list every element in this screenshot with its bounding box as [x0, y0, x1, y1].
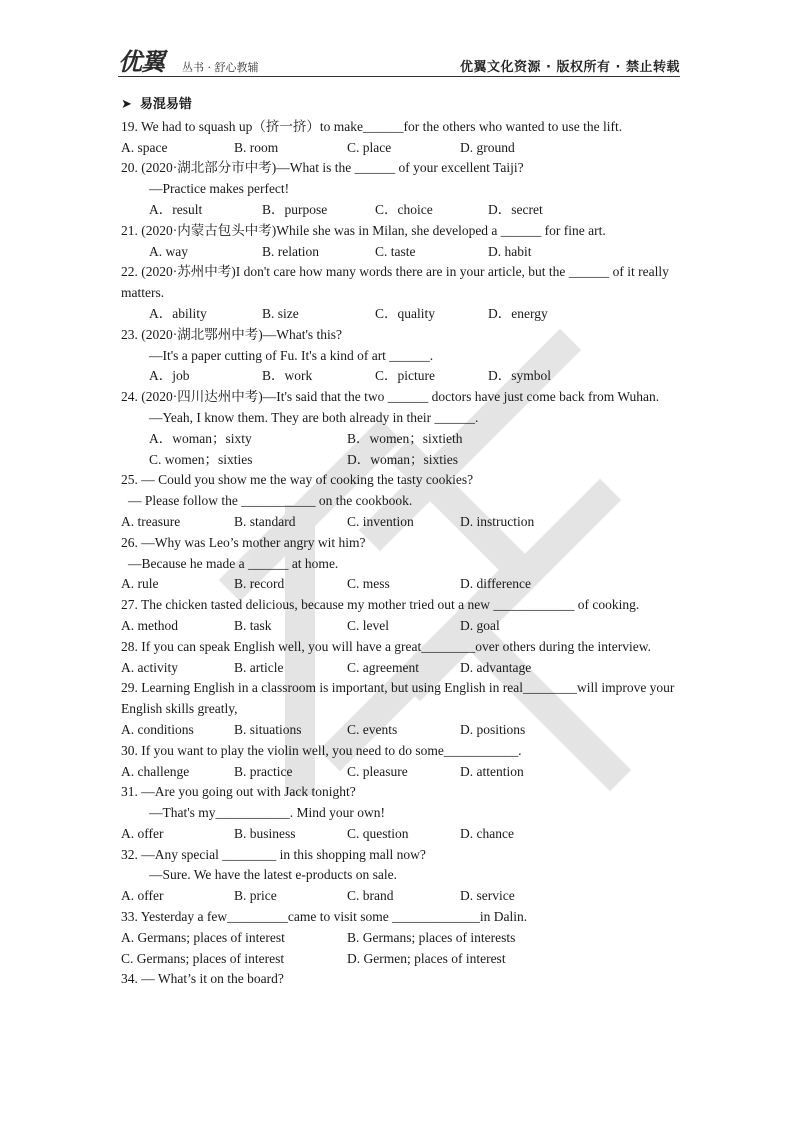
option: A. method [121, 617, 178, 633]
question-29-options [121, 720, 681, 741]
question-21-options [121, 242, 681, 263]
option: A. way [149, 243, 188, 259]
question-19-options [121, 138, 681, 159]
question-24-options-row2 [121, 450, 681, 471]
arrow-icon: ➤ [121, 97, 132, 112]
option: C. mess [347, 576, 390, 592]
question-23-reply: —It's a paper cutting of Fu. It's a kind of art ______. [149, 347, 434, 363]
option: A. offer [121, 825, 164, 841]
option: D. chance [460, 825, 514, 841]
option: D. habit [488, 243, 532, 259]
option: B. practice [234, 763, 293, 779]
option: A. rule [121, 576, 159, 592]
question-27-options [121, 616, 681, 637]
question-20-stem: 20. (2020·湖北部分市中考)—What is the ______ of your excellent Taiji? [121, 160, 524, 176]
option: D. instruction [460, 513, 535, 529]
question-24-options-row1 [121, 429, 681, 450]
question-25-reply: — Please follow the ___________ on the cookbook. [128, 493, 413, 509]
question-31-reply: —That's my___________. Mind your own! [149, 805, 386, 821]
option: B. price [234, 888, 277, 904]
question-30-stem: 30. If you want to play the violin well, you need to do some___________. [121, 742, 522, 758]
option: D. goal [460, 617, 500, 633]
question-26-reply: —Because he made a ______ at home. [128, 555, 339, 571]
page-header [118, 50, 680, 77]
brand-tagline: 丛书 · 舒心教辅 [182, 61, 259, 74]
question-25-options [121, 512, 681, 533]
option: C．picture [375, 368, 435, 384]
question-32-stem: 32. —Any special ________ in this shopping mall now? [121, 846, 426, 862]
option: A．result [149, 201, 203, 217]
question-22-stem: 22. (2020·苏州中考)I don't care how many words there are in your article, but the ______ of it really matters. [121, 264, 669, 301]
option: B. relation [262, 243, 319, 259]
question-20-reply: —Practice makes perfect! [149, 181, 290, 197]
option: D. difference [460, 576, 531, 592]
question-19-stem: 19. We had to squash up（挤一挤）to make______for the others who wanted to use the lift. [121, 118, 623, 134]
option: B. task [234, 617, 272, 633]
option: C. level [347, 617, 389, 633]
copyright-notice: 优翼文化资源 · 版权所有 · 禁止转载 [460, 60, 680, 75]
option: C. question [347, 825, 409, 841]
option: C. brand [347, 888, 394, 904]
question-31-stem: 31. —Are you going out with Jack tonight? [121, 784, 356, 800]
option: D. advantage [460, 659, 532, 675]
section-title-text: 易混易错 [139, 97, 192, 112]
option: C. agreement [347, 659, 419, 675]
question-23-options [121, 366, 681, 387]
question-25-stem: 25. — Could you show me the way of cooking the tasty cookies? [121, 472, 474, 488]
question-29-stem: 29. Learning English in a classroom is important, but using English in real________will improve your English skills greatly, [121, 680, 675, 717]
option: C．quality [375, 305, 435, 321]
option: C. events [347, 721, 398, 737]
question-31-options [121, 824, 681, 845]
option: D. positions [460, 721, 526, 737]
question-24-stem: 24. (2020·四川达州中考)—It's said that the two ______ doctors have just come back from Wuhan. [121, 389, 660, 405]
option: D. Germen; places of interest [347, 950, 506, 966]
option: A. conditions [121, 721, 194, 737]
question-23-stem: 23. (2020·湖北鄂州中考)—What's this? [121, 326, 343, 342]
option: B．women；sixtieth [347, 430, 463, 446]
option: C．choice [375, 201, 433, 217]
option: C. women；sixties [149, 451, 253, 467]
question-26-options [121, 574, 681, 595]
option: D. ground [460, 139, 515, 155]
question-28-stem: 28. If you can speak English well, you will have a great________over others during the interview. [121, 638, 651, 654]
option: B．purpose [262, 201, 328, 217]
question-26-stem: 26. —Why was Leo’s mother angry wit him? [121, 534, 366, 550]
question-21-stem: 21. (2020·内蒙古包头中考)While she was in Milan, she developed a ______ for fine art. [121, 222, 606, 238]
question-33-options-row2 [121, 949, 681, 970]
option: B. Germans; places of interests [347, 929, 516, 945]
option: A. treasure [121, 513, 181, 529]
option: D．secret [488, 201, 543, 217]
option: C. invention [347, 513, 414, 529]
option: D. attention [460, 763, 524, 779]
option: B. business [234, 825, 296, 841]
option: C. pleasure [347, 763, 408, 779]
question-33-stem: 33. Yesterday a few_________came to visit some _____________in Dalin. [121, 909, 528, 925]
question-22-options [121, 304, 681, 325]
question-33-options-row1 [121, 928, 681, 949]
option: C. place [347, 139, 392, 155]
option: B. article [234, 659, 284, 675]
question-27-stem: 27. The chicken tasted delicious, because my mother tried out a new ____________ of cooking. [121, 597, 640, 613]
option: B．work [262, 368, 313, 384]
exercise-content [121, 95, 681, 990]
option: B. record [234, 576, 285, 592]
question-30-options [121, 762, 681, 783]
option: A．job [149, 368, 190, 384]
brand-logo: 优翼 [118, 48, 164, 76]
option: A. activity [121, 659, 178, 675]
question-24-reply: —Yeah, I know them. They are both already in their ______. [149, 409, 479, 425]
option: D．symbol [488, 368, 552, 384]
question-32-reply: —Sure. We have the latest e-products on sale. [149, 867, 397, 883]
question-32-options [121, 886, 681, 907]
question-28-options [121, 658, 681, 679]
option: C. Germans; places of interest [121, 950, 285, 966]
option: B. situations [234, 721, 302, 737]
option: A. challenge [121, 763, 190, 779]
option: D. service [460, 888, 515, 904]
option: A. Germans; places of interest [121, 929, 285, 945]
option: A．woman；sixty [149, 430, 252, 446]
question-20-options [121, 200, 681, 221]
option: A．ability [149, 305, 207, 321]
option: B. standard [234, 513, 296, 529]
option: D．woman；sixties [347, 451, 458, 467]
section-title [121, 95, 681, 116]
option: B. room [234, 139, 279, 155]
option: B. size [262, 305, 299, 321]
option: A. offer [121, 888, 164, 904]
question-34-stem: 34. — What’s it on the board? [121, 971, 284, 987]
option: C. taste [375, 243, 416, 259]
option: A. space [121, 139, 168, 155]
option: D．energy [488, 305, 548, 321]
